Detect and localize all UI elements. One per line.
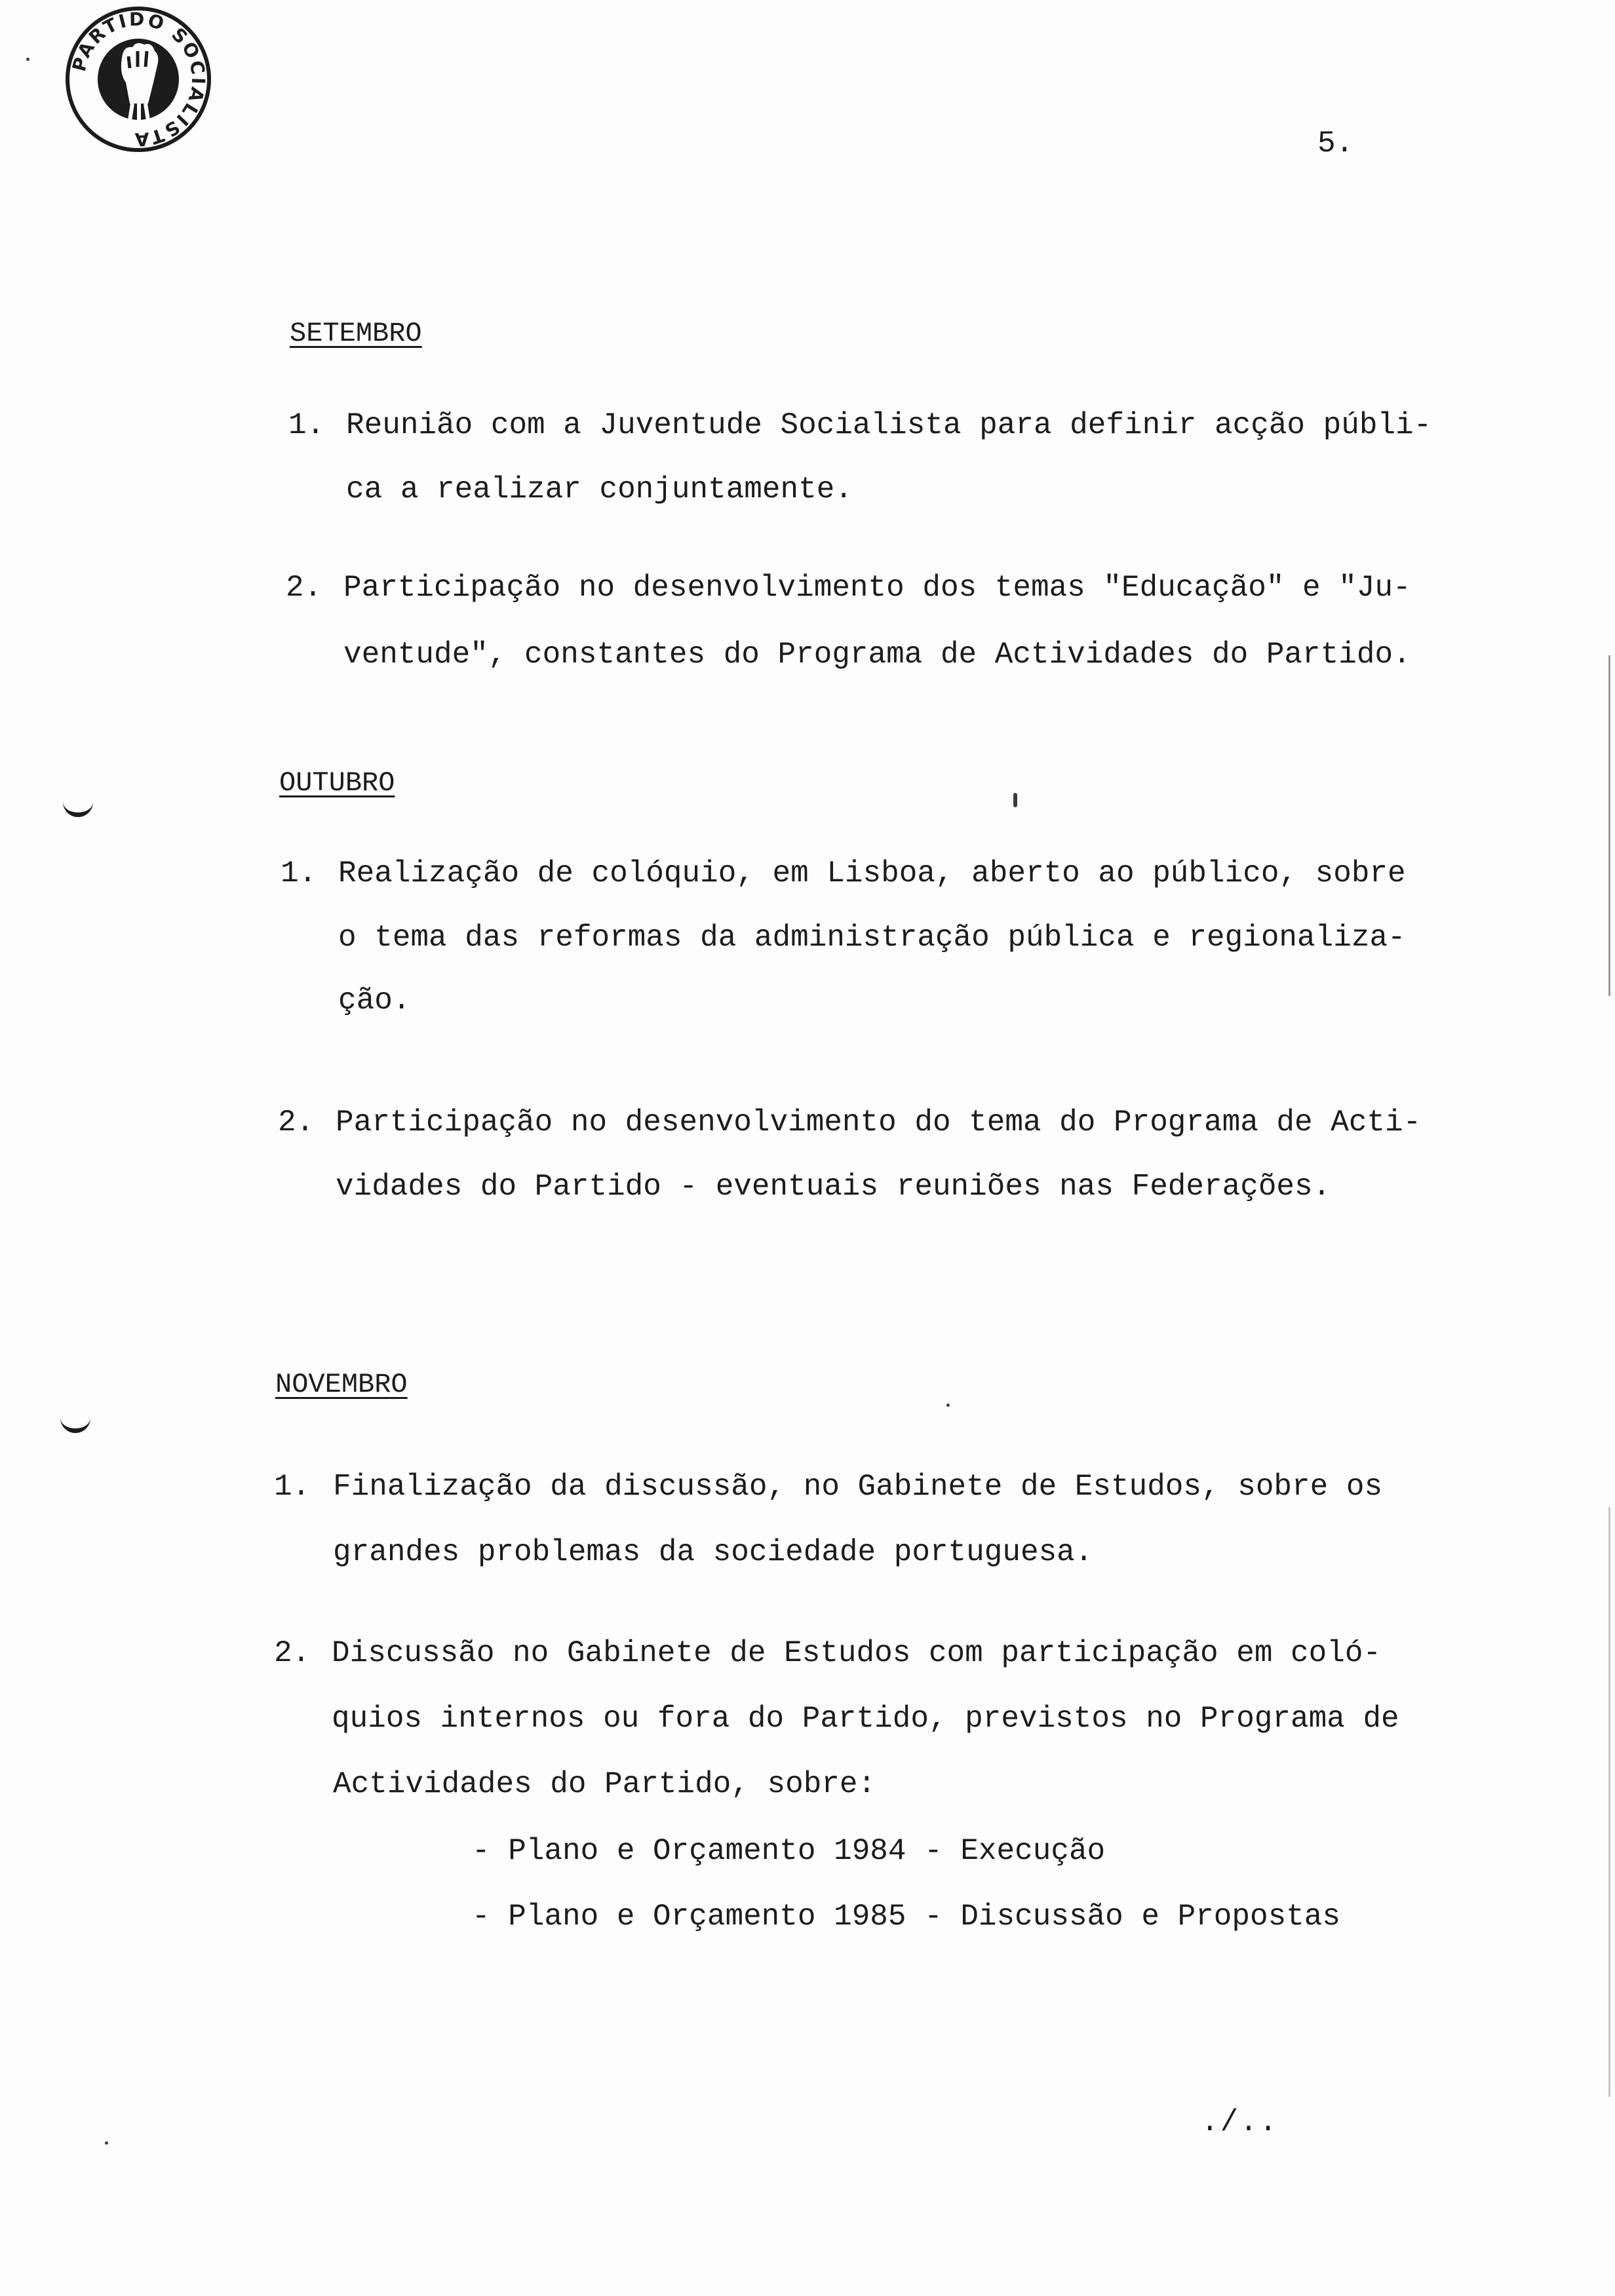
item-line: Actividades do Partido, sobre: — [333, 1767, 876, 1801]
item-line: Finalização da discussão, no Gabinete de Estudos, sobre os — [333, 1470, 1383, 1504]
item-line: Participação no desenvolvimento dos temas "Educação" e "Ju- — [343, 571, 1411, 605]
logo-text: PARTIDO SOCIALISTA — [68, 8, 210, 151]
sub-item: - Plano e Orçamento 1985 - Discussão e Propostas — [472, 1900, 1341, 1934]
scan-speck — [946, 1404, 950, 1407]
continuation-mark: ./.. — [1201, 2105, 1279, 2139]
section-heading-outubro: OUTUBRO — [279, 767, 395, 799]
item-line: vidades do Partido - eventuais reuniões nas Federações. — [336, 1170, 1331, 1204]
page-number: 5. — [1317, 126, 1354, 161]
item-line: Discussão no Gabinete de Estudos com participação em coló- — [332, 1636, 1382, 1670]
scan-edge — [1608, 655, 1610, 996]
item-number: 2. — [274, 1636, 311, 1670]
item-number: 2. — [278, 1105, 315, 1139]
item-number: 2. — [286, 571, 322, 605]
item-line: ção. — [338, 984, 411, 1018]
sub-item: - Plano e Orçamento 1984 - Execução — [472, 1834, 1106, 1868]
section-heading-novembro: NOVEMBRO — [275, 1369, 408, 1400]
item-line: ca a realizar conjuntamente. — [346, 472, 853, 507]
section-heading-setembro: SETEMBRO — [290, 318, 422, 349]
item-line: o tema das reformas da administração pública e regionaliza- — [338, 921, 1406, 955]
item-number: 1. — [281, 856, 317, 890]
item-line: Realização de colóquio, em Lisboa, aberto ao público, sobre — [338, 856, 1406, 890]
item-line: quios internos ou fora do Partido, previstos no Programa de — [332, 1702, 1399, 1736]
item-number: 1. — [274, 1470, 311, 1504]
item-line: Participação no desenvolvimento do tema do Programa de Acti- — [336, 1105, 1422, 1139]
item-line: Reunião com a Juventude Socialista para definir acção públi- — [346, 408, 1432, 442]
margin-mark — [60, 1415, 90, 1433]
item-number: 1. — [288, 408, 325, 442]
scan-speck — [105, 2141, 108, 2145]
scan-edge — [1608, 1507, 1610, 2097]
scan-speck — [1013, 793, 1017, 807]
margin-mark — [63, 799, 93, 817]
partido-socialista-logo — [64, 5, 212, 153]
item-line: ventude", constantes do Programa de Actividades do Partido. — [343, 638, 1411, 672]
item-line: grandes problemas da sociedade portuguesa. — [333, 1535, 1093, 1569]
scan-speck — [26, 58, 29, 61]
